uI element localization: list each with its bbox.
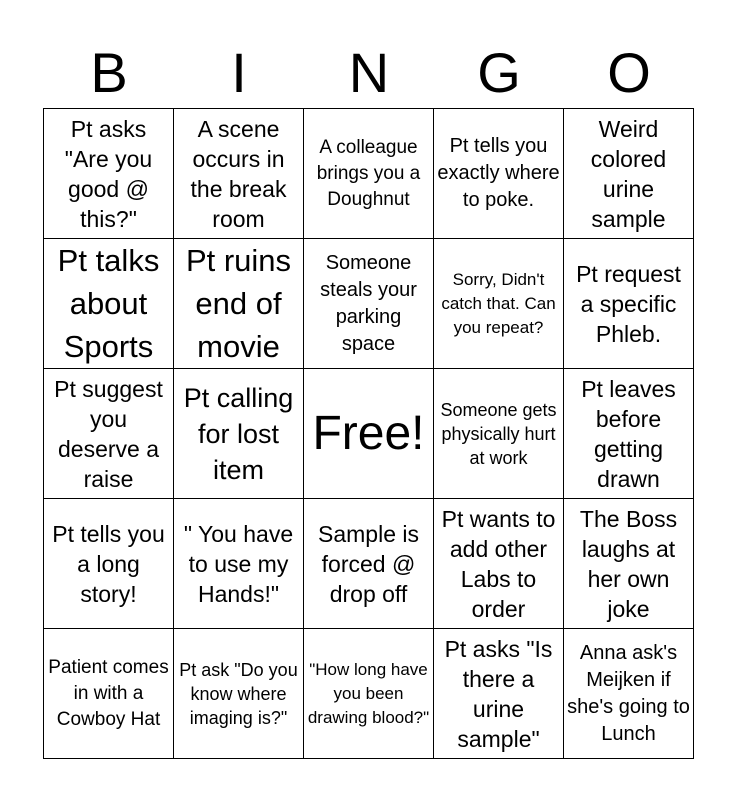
bingo-cell[interactable]	[44, 369, 174, 499]
bingo-cell[interactable]	[174, 499, 304, 629]
cell-text: Someone gets physically hurt at work	[440, 399, 557, 468]
cell-text: "How long have you been drawing blood?"	[307, 659, 430, 727]
cell-text: Pt ask "Do you know where imaging is?"	[179, 659, 298, 728]
cell-text: Pt asks "Are you good @ this?"	[64, 115, 153, 232]
cell-text: Sample is forced @ drop off	[318, 520, 419, 607]
cell-text: Weird colored urine sample	[590, 115, 667, 232]
bingo-cell[interactable]	[44, 109, 174, 239]
bingo-cell[interactable]	[304, 499, 434, 629]
bingo-cell[interactable]	[44, 239, 174, 369]
bingo-cell[interactable]	[304, 629, 434, 759]
bingo-cell[interactable]	[174, 369, 304, 499]
cell-text: Pt leaves before getting drawn	[581, 375, 676, 492]
cell-text: Pt calling for lost item	[183, 382, 294, 485]
bingo-cell[interactable]	[564, 369, 694, 499]
bingo-cell[interactable]	[434, 499, 564, 629]
bingo-cell[interactable]	[304, 109, 434, 239]
header-letter-g: G	[477, 41, 521, 104]
bingo-cell[interactable]	[564, 239, 694, 369]
cell-text: A scene occurs in the break room	[190, 115, 287, 232]
header-letter-n: N	[348, 41, 390, 104]
cell-text: A colleague brings you a Doughnut	[316, 136, 421, 210]
header-letter-i: I	[231, 41, 247, 104]
cell-text: Someone steals your parking space	[320, 251, 417, 355]
bingo-cell[interactable]	[174, 239, 304, 369]
bingo-board	[43, 108, 694, 759]
cell-text: Pt ruins end of movie	[185, 243, 292, 364]
cell-text: Pt request a specific Phleb.	[576, 260, 681, 347]
bingo-cell[interactable]	[44, 499, 174, 629]
bingo-cell[interactable]	[304, 239, 434, 369]
bingo-cell[interactable]	[434, 369, 564, 499]
cell-text: Pt wants to add other Labs to order	[441, 505, 556, 622]
free-text: Free!	[312, 406, 425, 460]
bingo-cell[interactable]	[434, 109, 564, 239]
cell-text: Pt asks "Is there a urine sample"	[444, 635, 553, 752]
bingo-cell[interactable]	[564, 629, 694, 759]
bingo-cell[interactable]	[174, 109, 304, 239]
cell-text: Sorry, Didn't catch that. Can you repeat?	[441, 269, 556, 337]
bingo-cell[interactable]	[434, 629, 564, 759]
bingo-cell[interactable]	[174, 629, 304, 759]
header-letter-o: O	[607, 41, 651, 104]
cell-text: Pt tells you a long story!	[52, 520, 165, 607]
cell-text: The Boss laughs at her own joke	[579, 505, 678, 622]
bingo-cell[interactable]	[44, 629, 174, 759]
bingo-cell[interactable]	[564, 499, 694, 629]
header-letter-b: B	[90, 41, 128, 104]
free-cell[interactable]	[304, 369, 434, 499]
cell-text: Pt talks about Sports	[57, 243, 160, 364]
cell-text: " You have to use my Hands!"	[183, 520, 294, 607]
bingo-cell[interactable]	[434, 239, 564, 369]
cell-text: Patient comes in with a Cowboy Hat	[48, 656, 169, 730]
cell-text: Pt tells you exactly where to poke.	[437, 135, 560, 211]
bingo-header	[44, 40, 694, 106]
bingo-cell[interactable]	[564, 109, 694, 239]
cell-text: Pt suggest you deserve a raise	[54, 375, 163, 492]
cell-text: Anna ask's Meijken if she's going to Lunch	[567, 641, 690, 745]
